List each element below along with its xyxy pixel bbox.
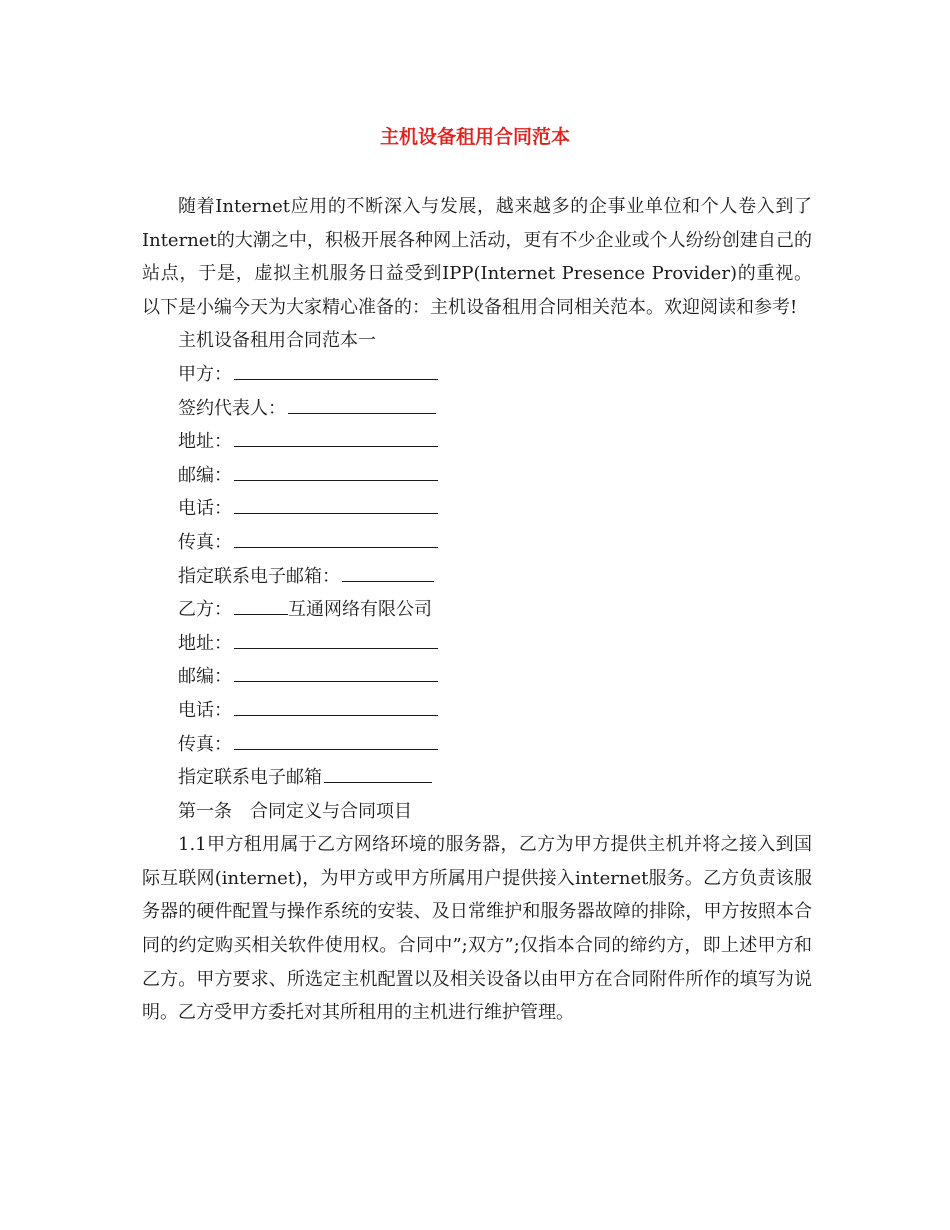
party-b-phone-line <box>142 694 812 728</box>
party-a-phone-line <box>142 492 812 526</box>
party-a-fax-line <box>142 526 812 560</box>
party-b-address-blank <box>234 630 438 649</box>
party-a-representative-label: 签约代表人： <box>178 397 286 419</box>
party-a-phone-label: 电话： <box>178 498 232 520</box>
party-a-address-line <box>142 425 812 459</box>
party-a-email-label: 指定联系电子邮箱： <box>178 565 340 587</box>
party-b-name: 互通网络有限公司 <box>288 599 432 621</box>
party-b-phone-blank <box>234 697 438 716</box>
party-a-line <box>142 358 812 392</box>
party-a-phone-blank <box>234 495 438 514</box>
party-a-postcode-blank <box>234 462 438 481</box>
party-a-email-blank <box>342 563 434 582</box>
party-b-address-line <box>142 627 812 661</box>
party-a-address-blank <box>234 428 438 447</box>
party-b-postcode-label: 邮编： <box>178 666 232 688</box>
party-b-address-label: 地址： <box>178 632 232 654</box>
party-b-postcode-blank <box>234 663 438 682</box>
party-a-postcode-label: 邮编： <box>178 464 232 486</box>
party-b-label: 乙方： <box>178 599 232 621</box>
party-a-representative-line <box>142 392 812 426</box>
party-b-fax-line <box>142 728 812 762</box>
party-a-address-label: 地址： <box>178 431 232 453</box>
sample-heading: 主机设备租用合同范本一 <box>178 330 376 352</box>
party-a-representative-blank <box>288 395 436 414</box>
party-a-email-line <box>142 560 812 594</box>
party-b-fax-blank <box>234 731 438 750</box>
party-b-blank <box>234 596 288 615</box>
article-1-number: 第一条 <box>178 800 232 822</box>
party-a-fax-label: 传真： <box>178 531 232 553</box>
party-b-postcode-line <box>142 660 812 694</box>
party-b-fax-label: 传真： <box>178 733 232 755</box>
clause-1-1: 1.1甲方租用属于乙方网络环境的服务器，乙方为甲方提供主机并将之接入到国际互联网(internet)，为甲方或甲方所属用户提供接入internet服务。乙方负责该服务器的硬件配置与操作系统的安装、及日常维护和服务器故障的排除，甲方按照本合同的约定购买相关软件使用权。合同中”;双方”;仅指本合同的缔约方，即上述甲方和乙方。甲方要求、所选定主机配置以及相关设备以由甲方在合同附件所作的填写为说明。乙方受甲方委托对其所租用的主机进行维护管理。 <box>142 834 812 1024</box>
party-b-line <box>142 593 812 627</box>
party-b-phone-label: 电话： <box>178 699 232 721</box>
party-a-blank <box>234 361 438 380</box>
document-title: 主机设备租用合同范本 <box>379 126 570 148</box>
intro-paragraph: 随着Internet应用的不断深入与发展，越来越多的企事业单位和个人卷入到了Internet的大潮之中，积极开展各种网上活动，更有不少企业或个人纷纷创建自己的站点，于是，虚拟主机服务日益受到IPP(Internet Presence Provider)的重视。以下是小编今天为大家精心准备的：主机设备租用合同相关范本。欢迎阅读和参考! <box>142 196 812 318</box>
party-b-email-label: 指定联系电子邮箱 <box>178 767 322 789</box>
article-1-heading <box>142 795 812 829</box>
document-body <box>142 190 812 1030</box>
party-a-postcode-line <box>142 459 812 493</box>
party-b-email-line <box>142 761 812 795</box>
party-a-label: 甲方： <box>178 363 232 385</box>
party-a-fax-blank <box>234 529 438 548</box>
article-1-title: 合同定义与合同项目 <box>250 800 412 822</box>
party-b-email-blank <box>324 764 432 783</box>
